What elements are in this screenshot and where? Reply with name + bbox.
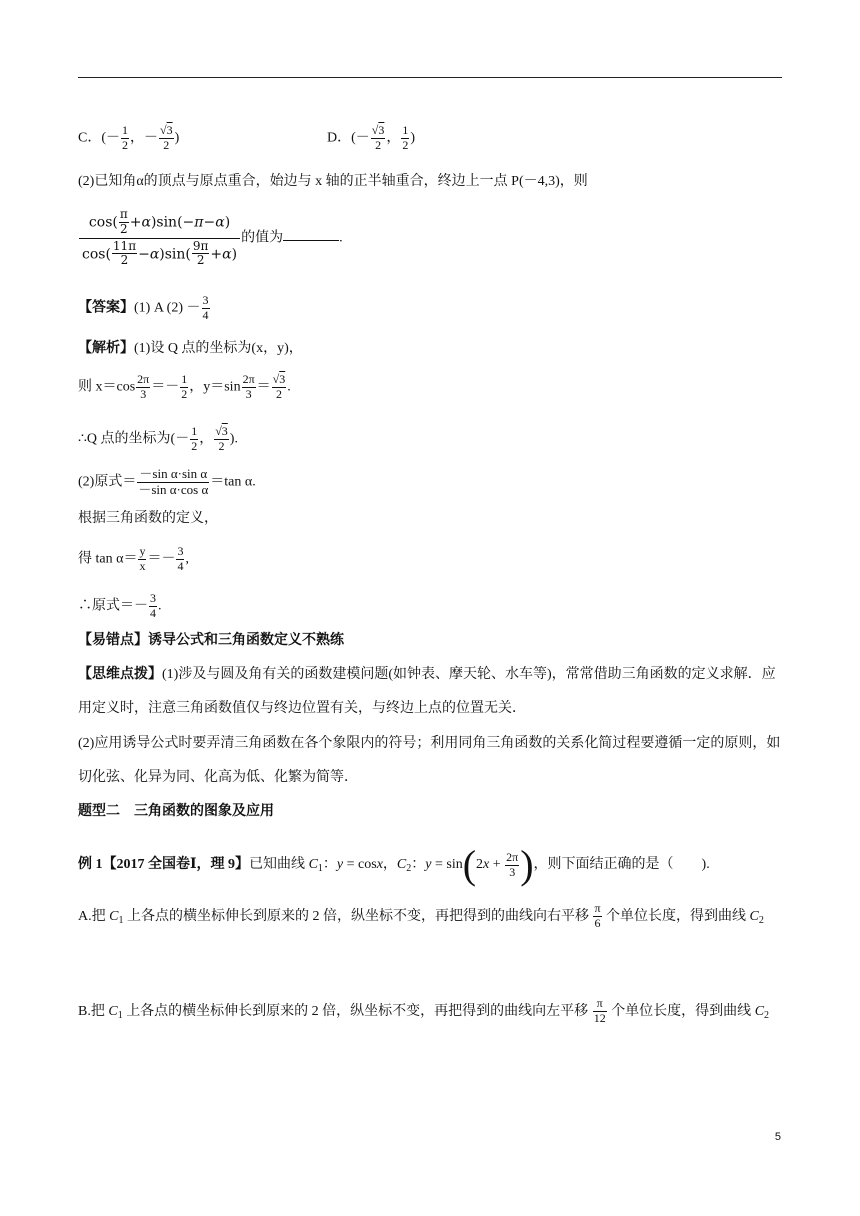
- answer-line: 【答案】(1) A (2) － $\frac{3}{4}$: [78, 293, 209, 322]
- error-point: 【易错点】诱导公式和三角函数定义不熟练: [78, 633, 344, 648]
- option-d: D．(－ $\frac{√3}{2}$ ， $\frac{1}{2}$ ): [327, 123, 416, 152]
- question-2-text: (2)已知角α的顶点与原点重合，始边与 x 轴的正半轴重合，终边上一点 P(－4,3)，则: [78, 174, 588, 189]
- solution-line-4: (2)原式＝ $\frac{\text{－sin α·sin α}}{\text{－sin α·cos α}}$ ＝tan α.: [78, 466, 256, 497]
- solution-line-3: ∴Q 点的坐标为(－ $\frac{1}{2}$ ， $\frac{√3}{2}$ ).: [78, 424, 238, 453]
- thinking-paragraph-2: (2)应用诱导公式时要弄清三角函数在各个象限内的符号；利用同角三角函数的关系化简过程要遵循一定的原则，如切化弦、化异为同、化高为低、化繁为简等．: [78, 736, 781, 785]
- solution-line-2: 则 x＝cos $\frac{2\pi}{3}$ ＝－ $\frac{1}{2}$ ，y＝sin $\frac{2\pi}{3}$ ＝ $\frac{√3}{2}$ .: [78, 372, 291, 401]
- option-a: A.把 $C_1$ 上各点的横坐标伸长到原来的 2 倍，纵坐标不变，再把得到的曲线向右平移 $\frac{\pi}{6}$ 个单位长度，得到曲线 $C_2$: [78, 901, 764, 931]
- example-1: 例 1【2017 全国卷Ⅰ，理 9】已知曲线 $C_1$：y = cosx，$C_2$：y = sin(2x + $\frac{2\pi}{3}$ )，则下面结正确的是（ ).: [78, 842, 710, 887]
- option-b: B.把 $C_1$ 上各点的横坐标伸长到原来的 2 倍，纵坐标不变，再把得到的曲线向左平移 $\frac{\pi}{12}$ 个单位长度，得到曲线 $C_2$: [78, 996, 770, 1026]
- section-title: 题型二 三角函数的图象及应用: [78, 804, 274, 819]
- header-rule: [78, 77, 782, 78]
- solution-line-5: 根据三角函数的定义，: [78, 511, 218, 526]
- answer-label: 【答案】: [78, 300, 134, 316]
- thinking-paragraph-1: 【思维点拨】(1)涉及与圆及角有关的函数建模问题(如钟表、摩天轮、水车等)，常常借助三角函数的定义求解．应用定义时，注意三角函数值仅与终边位置有关，与终边上点的位置无关．: [78, 667, 776, 716]
- option-c: C．(－ $\frac{1}{2}$ ，－ $\frac{√3}{2}$ ): [78, 123, 180, 152]
- page-number: 5: [774, 1131, 781, 1143]
- solution-line-7: ∴原式＝－ $\frac{3}{4}$ .: [78, 591, 162, 620]
- solution-line-1: 【解析】(1)设 Q 点的坐标为(x，y)，: [78, 341, 303, 356]
- answer-blank: [283, 228, 339, 241]
- question-2-expression: cos( $\frac{\pi}{2}$ +α)sin(−π−α) cos( $\frac{11\pi}{2}$ −α)sin( $\frac{9\pi}{2}$ +α) 的值为 .: [78, 207, 343, 269]
- solution-line-6: 得 tan α＝ $\frac{y}{x}$ ＝－ $\frac{3}{4}$ ,: [78, 544, 189, 573]
